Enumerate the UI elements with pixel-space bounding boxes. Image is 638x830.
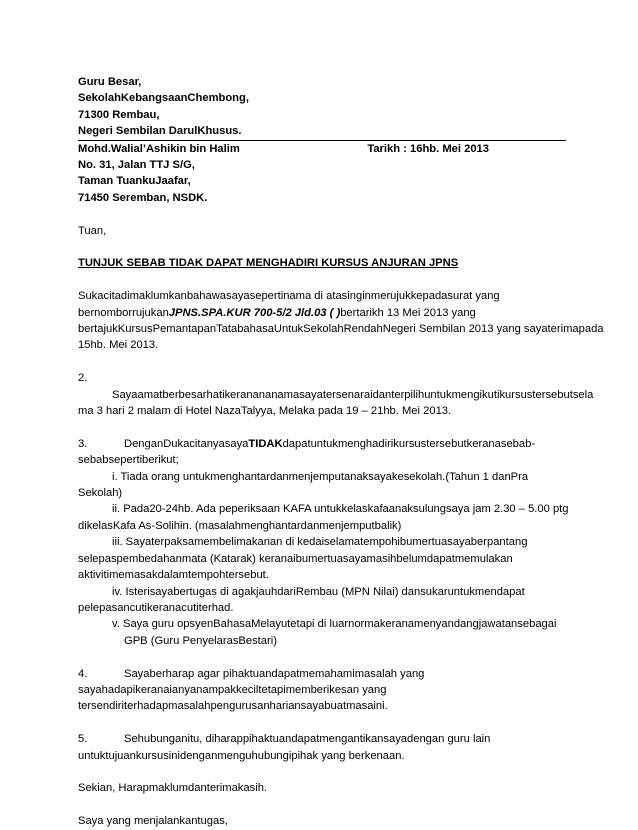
salutation: Tuan, (78, 224, 107, 237)
para1-line4: 15hb. Mei 2013. (78, 339, 159, 352)
tidak-emphasis: TIDAK (248, 437, 283, 450)
letter-page (78, 74, 604, 830)
reason-1-line2: Sekolah) (78, 487, 123, 500)
para3-line1-start: DenganDukacitanyasaya (124, 437, 249, 450)
para4-number: 4. (78, 667, 88, 680)
para1-line3: bertajukKursusPemantapanTatabahasaUntukSekolahRendahNegeri Sembilan 2013 yang sayaterimapada (78, 323, 604, 336)
sender-address-line-2: No. 31, Jalan TTJ S/G, (78, 159, 195, 172)
para2-line2: ma 3 hari 2 malam di Hotel NazaTalyya, Melaka pada 19 – 21hb. Mei 2013. (78, 405, 452, 418)
para1-line2-start: bernomborrujukan (78, 306, 169, 319)
reason-2-line1: ii. Pada20-24hb. Ada peperiksaan KAFA untukkelaskafaanaksulungsaya jam 2.30 – 5.00 ptg (112, 503, 569, 516)
reason-2-line2: dikelasKafa As-Solihin. (masalahmenghantardanmenjemputbalik) (78, 519, 402, 532)
para4-line3: tersendiriterhadapmasalahpengurusanhariansayabuatmasaini. (78, 700, 388, 713)
signoff: Saya yang menjalankantugas, (78, 815, 228, 828)
reason-1-line1: i. Tiada orang untukmenghantardanmenjemputanaksayakesekolah.(Tahun 1 danPra (112, 470, 529, 483)
sender-address-line-3: Taman TuankuJaafar, (78, 175, 191, 188)
reason-4-line2: pelepasancutikeranacutiterhad. (78, 601, 234, 614)
recipient-line-1: Guru Besar, (78, 76, 142, 88)
para3-line2: sebabsepertiberikut; (78, 454, 179, 467)
para1-line2 (78, 305, 566, 321)
para5-number: 5. (78, 733, 88, 746)
letter-date: Tarikh : 16hb. Mei 2013 (367, 142, 489, 155)
sender-address-line-4: 71450 Seremban, NSDK. (78, 191, 208, 204)
reason-5-line2: GPB (Guru PenyelarasBestari) (124, 634, 277, 647)
reason-5-line1: v. Saya guru opsyenBahasaMelayutetapi di luarnormakeranamenyandangjawatansebagai (112, 618, 557, 631)
closing: Sekian, Harapmaklumdanterimakasih. (78, 782, 268, 795)
para5-line1 (78, 731, 566, 747)
reason-3-line2: selepaspembedahanmata (Katarak) keranaibumertuasayamasihbelumdapatmemulakan (78, 552, 513, 565)
para2-line1: Sayaamatberbesarhatikeranananamasayatersenaraidanterpilihuntukmengikutikursustersebutsela (112, 388, 594, 401)
recipient-line-2: SekolahKebangsaanChembong, (78, 92, 249, 105)
para4-line1-text: Sayaberharap agar pihaktuandapatmemahamimasalah yang (124, 667, 425, 680)
para1-line2-end: bertarikh 13 Mei 2013 yang (340, 306, 476, 319)
reason-3-line3: aktivitimemasakdalamtempohtersebut. (78, 569, 269, 582)
para3-number: 3. (78, 437, 88, 450)
para1-line1: Sukacitadimaklumkanbahawasayasepertinama di atasinginmerujukkepadasurat yang (78, 290, 500, 303)
reference-number: JPNS.SPA.KUR 700-5/2 Jld.03 ( ) (168, 306, 341, 319)
reason-3-line1: iii. Sayaterpaksamembelimakanan di kedaiselamatempohibumertuasayaberpantang (112, 536, 528, 549)
para3-line1-end: dapatuntukmenghadirikursustersebutkeranasebab- (282, 437, 536, 450)
subject-title: TUNJUK SEBAB TIDAK DAPAT MENGHADIRI KURSUS ANJURAN JPNS (78, 257, 459, 270)
recipient-line-3: 71300 Rembau, (78, 108, 160, 121)
sender-name: Mohd.Walial’Ashikin bin Halim (78, 142, 240, 155)
sender-name-row (78, 141, 566, 157)
para3-line1 (78, 436, 566, 452)
para5-line1-text: Sehubunganitu, diharappihaktuandapatmengantikansayadengan guru lain (124, 733, 491, 746)
para2-number: 2. (78, 372, 88, 385)
para4-line1 (78, 666, 566, 682)
reason-4-line1: iv. Isterisayabertugas di agakjauhdariRembau (MPN Nilai) dansukaruntukmendapat (112, 585, 525, 598)
para5-line2: untuktujuankursusinidenganmenguhubungipihak yang berkenaan. (78, 749, 405, 762)
para4-line2: sayahadapikeranaianyanampakkeciltetapimemberikesan yang (78, 683, 387, 696)
recipient-line-4: Negeri Sembilan DarulKhusus. (78, 125, 242, 138)
